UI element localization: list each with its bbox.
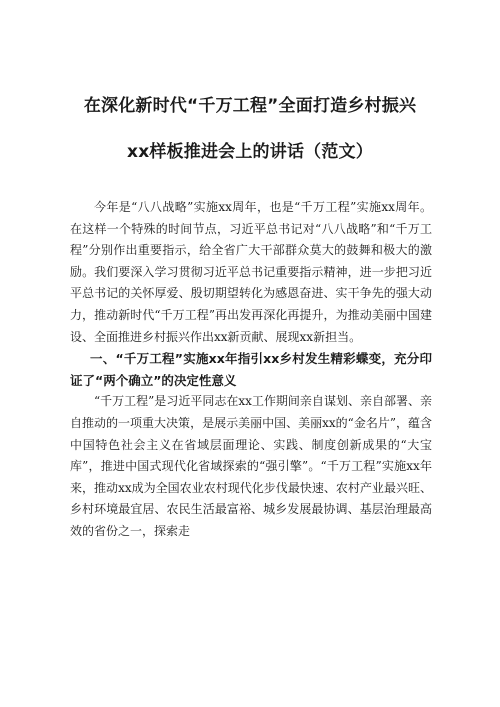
- section-heading: 一、“千万工程”实施xx年指引xx乡村发生精彩蝶变，充分印证了“两个确立”的决定性意义: [70, 351, 432, 388]
- section-paragraph: “千万工程”是习近平同志在xx工作期间亲自谋划、亲自部署、亲自推动的一项重大决策，是展示美丽中国、美丽xx的“金名片”，蕴含中国特色社会主义在省域层面理论、实践、制度创新成果的“大宝库”，推进中国式现代化省域探索的“强引擎”。“千万工程”实施xx年来，推动xx成为全国农业农村现代化步伐最快速、农村产业最兴旺、乡村环境最宜居、农民生活最富裕、城乡发展最协调、基层治理最高效的省份之一，探索走: [70, 394, 432, 538]
- intro-paragraph: 今年是“八八战略”实施xx周年，也是“千万工程”实施xx周年。在这样一个特殊的时间节点，习近平总书记对“八八战略”和“千万工程”分别作出重要指示，给全省广大干部群众莫大的鼓舞和极大的激励。我们要深入学习贯彻习近平总书记重要指示精神，进一步把习近平总书记的关怀厚爱、殷切期望转化为感恩奋进、实干争先的强大动力，推动新时代“千万工程”再出发再深化再提升，为推动美丽中国建设、全面推进乡村振兴作出xx新贡献、展现xx新担当。: [70, 200, 432, 344]
- document-title-line-2: xx样板推进会上的讲话（范文）: [127, 142, 373, 162]
- document-body: [70, 197, 432, 543]
- document-title-line-1: 在深化新时代“千万工程”全面打造乡村振兴: [83, 96, 417, 116]
